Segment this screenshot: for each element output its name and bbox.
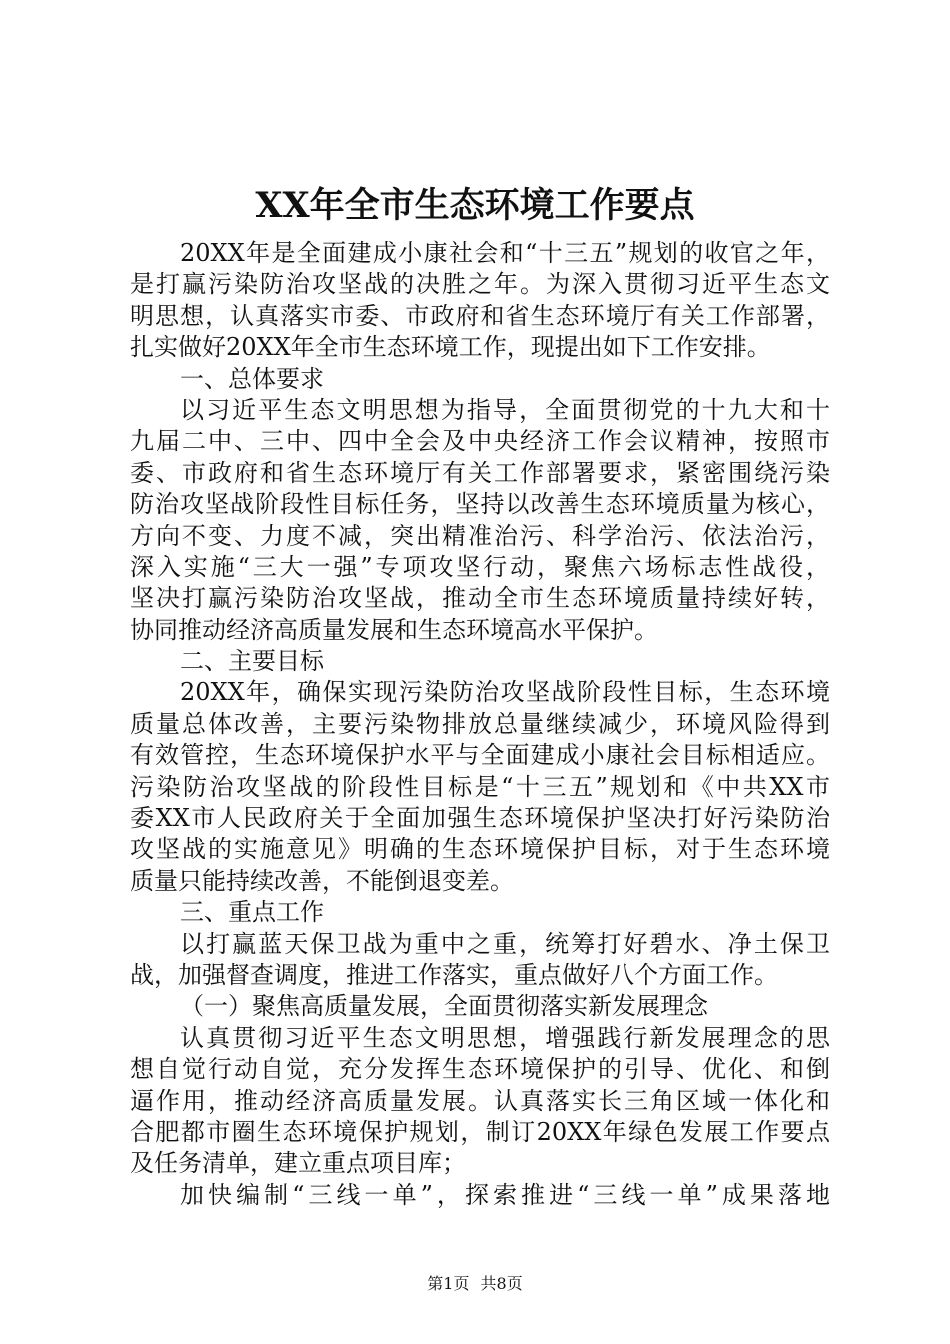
paragraph-line: 质量总体改善，主要污染物排放总量继续减少，环境风险得到 — [130, 709, 830, 738]
paragraph-line: 委、市政府和省生态环境厅有关工作部署要求，紧密围绕污染 — [130, 458, 830, 487]
paragraph-line: 深入实施“三大一强”专项攻坚行动，聚焦六场标志性战役， — [130, 552, 830, 581]
paragraph-line: 防治攻坚战阶段性目标任务，坚持以改善生态环境质量为核心， — [130, 490, 830, 519]
paragraph-line: 以打赢蓝天保卫战为重中之重，统筹打好碧水、净土保卫 — [180, 929, 830, 958]
paragraph-line: 逼作用，推动经济高质量发展。认真落实长三角区域一体化和 — [130, 1086, 830, 1115]
paragraph-line: 攻坚战的实施意见》明确的生态环境保护目标，对于生态环境 — [130, 835, 830, 864]
paragraph-line: 是打赢污染防治攻坚战的决胜之年。为深入贯彻习近平生态文 — [130, 270, 830, 299]
paragraph-line: 九届二中、三中、四中全会及中央经济工作会议精神，按照市 — [130, 427, 830, 456]
section-heading: 三、重点工作 — [180, 898, 324, 927]
paragraph-line: 质量只能持续改善，不能倒退变差。 — [130, 866, 514, 895]
paragraph-line: 污染防治攻坚战的阶段性目标是“十三五”规划和《中共XX市 — [130, 772, 830, 801]
section-heading: 二、主要目标 — [180, 647, 324, 676]
paragraph-line: 扎实做好20XX年全市生态环境工作，现提出如下工作安排。 — [130, 333, 771, 362]
paragraph-line: 坚决打赢污染防治攻坚战，推动全市生态环境质量持续好转， — [130, 584, 830, 613]
document-title: XX年全市生态环境工作要点 — [255, 185, 695, 226]
paragraph-line: 以习近平生态文明思想为指导，全面贯彻党的十九大和十 — [180, 395, 830, 424]
page-total: 共8页 — [480, 1274, 523, 1293]
section-heading: 一、总体要求 — [180, 364, 324, 393]
paragraph-line: 加快编制“三线一单”，探索推进“三线一单”成果落地 — [180, 1180, 830, 1209]
paragraph-line: 战，加强督查调度，推进工作落实，重点做好八个方面工作。 — [130, 960, 778, 989]
page-number: 第1页 — [427, 1274, 470, 1293]
paragraph-line: 有效管控，生态环境保护水平与全面建成小康社会目标相适应。 — [130, 741, 830, 770]
paragraph-line: 20XX年是全面建成小康社会和“十三五”规划的收官之年， — [180, 239, 830, 267]
paragraph-line: 及任务清单，建立重点项目库； — [130, 1149, 466, 1178]
paragraph-line: 想自觉行动自觉，充分发挥生态环境保护的引导、优化、和倒 — [130, 1055, 830, 1084]
paragraph-line: 协同推动经济高质量发展和生态环境高水平保护。 — [130, 615, 658, 644]
paragraph-line: 明思想，认真落实市委、市政府和省生态环境厅有关工作部署， — [130, 301, 830, 330]
document-body — [130, 238, 830, 1211]
paragraph-line: 委XX市人民政府关于全面加强生态环境保护坚决打好污染防治 — [130, 804, 830, 833]
paragraph-line: 合肥都市圈生态环境保护规划，制订20XX年绿色发展工作要点 — [130, 1117, 830, 1146]
page-footer — [0, 1272, 950, 1296]
paragraph-line: 认真贯彻习近平生态文明思想，增强践行新发展理念的思 — [180, 1023, 830, 1052]
subsection-heading: （一）聚焦高质量发展，全面贯彻落实新发展理念 — [180, 992, 708, 1021]
paragraph-line: 方向不变、力度不减，突出精准治污、科学治污、依法治污， — [130, 521, 830, 550]
paragraph-line: 20XX年，确保实现污染防治攻坚战阶段性目标，生态环境 — [180, 678, 830, 707]
